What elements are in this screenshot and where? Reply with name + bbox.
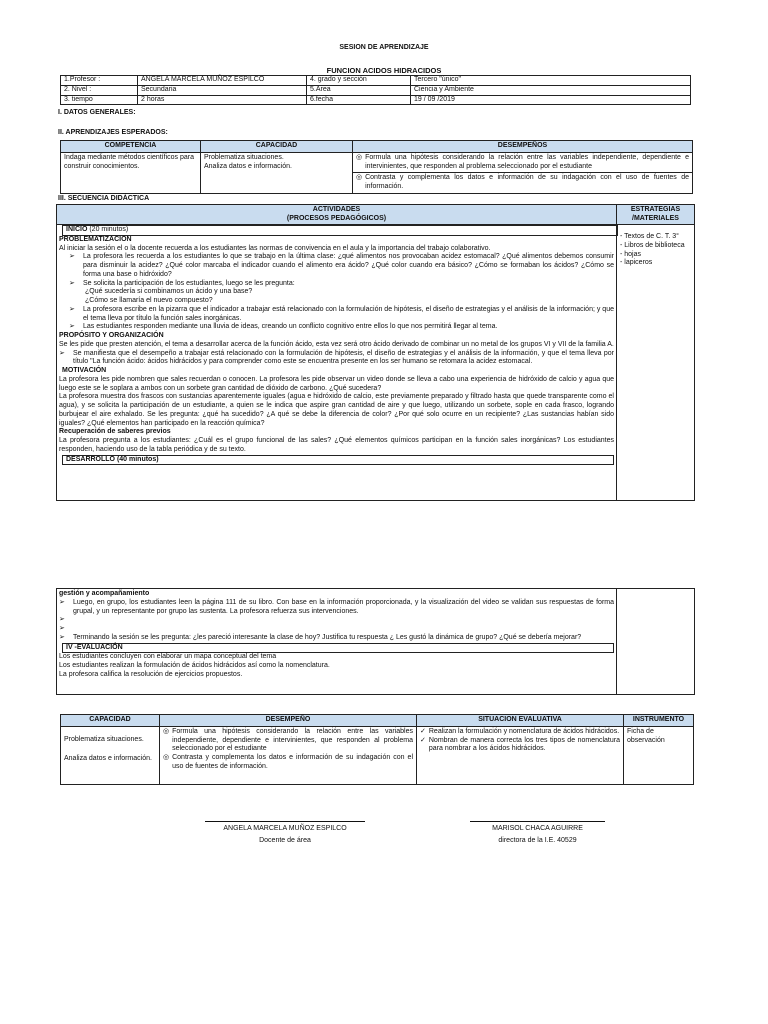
- evaluacion-item: La profesora califica la resolución de ejercicios propuestos.: [59, 670, 243, 678]
- bullet-item: ➢ Se solicita la participación de los estudiantes, luego se les pregunta:: [69, 279, 295, 287]
- document-subtitle: FUNCION ACIDOS HIDRACIDOS: [326, 66, 442, 75]
- arrow-bullet-icon: ➢: [59, 349, 65, 357]
- capacidad-cell: [201, 152, 353, 193]
- capacidad-cell: [61, 726, 160, 784]
- circle-bullet-icon: ◎: [356, 153, 363, 161]
- signature-line: [205, 821, 365, 822]
- evaluacion-item: Los estudiantes realizan la formulación de ácidos hidrácidos así como la nomenclatura.: [59, 662, 330, 669]
- materiales-list: [620, 233, 692, 268]
- desempeno-item: ◎ Contrasta y complementa los datos e información de su indagación con el uso de fuentes de información.: [356, 174, 689, 190]
- document-title: SESION DE APRENDIZAJE: [339, 44, 429, 51]
- paragraph: Al iniciar la sesión el o la docente recuerda a los estudiantes las normas de convivencia en el aula y la importancia del trabajo colaborativo.: [59, 244, 491, 252]
- secuencia-box: [56, 204, 695, 501]
- info-cell: ANGELA MARCELA MUÑOZ ESPILCO: [138, 76, 307, 86]
- info-cell: 2. Nivel :: [61, 85, 138, 95]
- material-item: - Libros de biblioteca: [620, 241, 685, 249]
- header-desempeno: DESEMPEÑO: [160, 715, 417, 727]
- bullet-item: ➢ Luego, en grupo, los estudiantes leen la página 111 de su libro. Con base en la información proporcionada, y la visualización del video se validan sus respuestas de forma grupal, y un representante por grupo las sustenta. La profesora refuerza sus intervenciones.: [59, 598, 614, 615]
- gestion-content: [59, 590, 614, 680]
- info-cell: 2 horas: [138, 95, 307, 105]
- info-cell: 1.Profesor :: [61, 76, 138, 86]
- bullet-item: ➢ Se manifiesta que el desempeño a trabajar está relacionado con la formulación de hipótesis, el diseño de estrategias y el análisis de la información, y que el tema lleva por título "La función ácido: ácidos hidrácidos y para comprender como este se encuentra presente en los ser humano se retomara la acidez estomacal.: [59, 349, 614, 366]
- header-desempenos: DESEMPEÑOS: [353, 141, 693, 153]
- competencia-cell: Indaga mediante métodos científicos para construir conocimientos.: [61, 152, 201, 193]
- recuperacion-heading: Recuperación de saberes previos: [59, 428, 171, 436]
- info-cell: Secundaria: [138, 85, 307, 95]
- capacidad-item: Analiza datos e información.: [64, 754, 152, 762]
- paragraph: La profesora pregunta a los estudiantes: ¿Cuál es el grupo funcional de las sales? ¿Qué elementos químicos participan en la función sales inorgánicas? Los estudiantes responden, haciendo uso de la tabla periódica y de su texto.: [59, 437, 614, 453]
- capacidad-item: Problematiza situaciones.: [64, 735, 144, 743]
- gestion-heading: gestión y acompañamiento: [59, 590, 150, 597]
- actividades-header: ACTIVIDADES (PROCESOS PEDAGÓGICOS): [57, 205, 617, 225]
- arrow-bullet-icon: ➢: [59, 633, 65, 641]
- material-item: - lapiceros: [620, 259, 653, 267]
- desempeno-item: ◎ Contrasta y complementa los datos e información de su indagación con el uso de fuentes de información.: [163, 754, 413, 770]
- arrow-bullet-icon: ➢: [69, 279, 75, 287]
- info-cell: 4. grado y sección: [307, 76, 411, 86]
- info-row: [61, 95, 691, 105]
- material-item: - hojas: [620, 250, 642, 258]
- paragraph: La profesora les pide nombren que sales recuerdan o conocen. La profesora les pide observar un video donde se lleva a cabo una experiencia de hidróxido de calcio y agua que luego este se le soplara a ambos con un sorbete gran cantidad de dióxido de carbono. ¿Qué sucedera?: [59, 375, 614, 392]
- info-cell: 6.fecha: [307, 95, 411, 105]
- problematizacion-heading: PROBLEMATIZACION: [59, 235, 132, 243]
- check-icon: ✓: [420, 736, 426, 744]
- paragraph: La profesora muestra dos frascos con sustancias aparentemente iguales (agua e hidróxido de calcio, este previamente preparado y filtrado hasta que quede transparente como el agua), y se solicita la participación de un estudiante, a quien se le indica que aspire gran cantidad de aire y que luego, utilizando un sorbete, sople en cada frasco, logrando burbujear el aire exhalado. Se les pregunta: ¿qué ha sucedido? ¿A qué se debe la diferencia de color? ¿Por qué solo ocurre en un recipiente? ¿Las sustancias habían sido iguales? ¿Qué elementos han participado en la reacción química?: [59, 393, 614, 427]
- arrow-bullet-icon: ➢: [69, 253, 75, 261]
- aprendizajes-table: [60, 140, 693, 194]
- material-item: - Textos de C. T. 3°: [620, 233, 679, 240]
- bullet-item: ➢ La profesora les recuerda a los estudiantes lo que se trabajo en la última clase: ¿qué alimentos nos provocaban acidez estomacal? ¿Qué alimentos debemos consumir para disminuir la acidez? ¿Qué color marcaba el indicador cuando el alimento era ácido? ¿Qué color cuando era básico? ¿Cómo se formaban los ácidos? ¿Cómo se forma una base o hidróxido?: [69, 253, 614, 278]
- header-situacion: SITUACION EVALUATIVA: [417, 715, 624, 727]
- situacion-cell: [417, 726, 624, 784]
- info-cell: Tercero "único": [411, 76, 691, 86]
- column-divider: [616, 224, 617, 500]
- secuencia-box-2: [56, 588, 695, 695]
- signature-name: MARISOL CHACA AGUIRRE: [492, 825, 583, 832]
- desarrollo-box: DESARROLLO (40 minutos): [62, 455, 614, 466]
- evaluacion-table: [60, 714, 694, 785]
- bullet-item: [59, 625, 614, 634]
- signature-role: directora de la I.E. 40529: [498, 836, 577, 844]
- instrumento-cell: Ficha de observación: [624, 726, 694, 784]
- question: ¿Cómo se llamaría el nuevo compuesto?: [85, 297, 213, 304]
- arrow-bullet-icon: ➢: [59, 616, 65, 624]
- column-divider: [616, 589, 617, 694]
- paragraph: Se les pide que presten atención, el tema a desarrollar acerca de la función ácido, esta vez será otro ácido derivado de combinar un no metal de los grupos VI y VII de la familia A.: [59, 340, 614, 348]
- header-capacidad: CAPACIDAD: [201, 141, 353, 153]
- desempeno-item: ◎ Formula una hipótesis considerando la relación entre las variables independiente, dependiente e intervinientes, que responden al problema seleccionado por el estudiante: [353, 153, 692, 174]
- section-secuencia: III. SECUENCIA DIDÁCTICA: [58, 195, 150, 202]
- capacidad-item: Problematiza situaciones.: [204, 153, 284, 161]
- signature-role: Docente de área: [259, 836, 311, 844]
- info-cell: 5.Area: [307, 85, 411, 95]
- check-icon: ✓: [420, 727, 426, 735]
- signature-block: [205, 821, 365, 846]
- estrategias-header: ESTRATEGIAS /MATERIALES: [617, 205, 694, 225]
- info-cell: Ciencia y Ambiente: [411, 85, 691, 95]
- arrow-bullet-icon: ➢: [69, 305, 75, 313]
- header-instrumento: INSTRUMENTO: [624, 715, 694, 727]
- signature-block: [470, 821, 605, 846]
- desempeno-cell: [160, 726, 417, 784]
- capacidad-item: Analiza datos e información.: [204, 162, 292, 170]
- circle-bullet-icon: ◎: [163, 754, 170, 761]
- signature-line: [470, 821, 605, 822]
- info-table: [60, 75, 691, 105]
- evaluacion-box: IV -EVALUACIÓN: [62, 643, 614, 654]
- desempeno-item: ◎ Formula una hipótesis considerando la relación entre las variables independiente, dependiente e intervinientes, que responden al problema seleccionado por el estudiante: [163, 727, 413, 753]
- section-aprendizajes: II. APRENDIZAJES ESPERADOS:: [58, 129, 168, 136]
- arrow-bullet-icon: ➢: [59, 598, 65, 606]
- info-row: [61, 76, 691, 86]
- header-capacidad: CAPACIDAD: [61, 715, 160, 727]
- circle-bullet-icon: ◎: [163, 727, 170, 735]
- arrow-bullet-icon: ➢: [69, 323, 75, 331]
- section-datos-generales: I. DATOS GENERALES:: [58, 109, 136, 116]
- header-competencia: COMPETENCIA: [61, 141, 201, 153]
- bullet-item: [59, 616, 614, 625]
- evaluacion-item: Los estudiantes concluyen con elaborar un mapa conceptual del tema: [59, 653, 277, 661]
- bullet-item: ➢ Las estudiantes responden mediante una lluvia de ideas, creando un conflicto cognitivo entre ellos lo que nos permitirá llegar al tema.: [69, 323, 498, 331]
- situacion-item: ✓ Realizan la formulación y nomenclatura de ácidos hidrácidos.: [420, 727, 620, 735]
- bullet-item: ➢ Terminando la sesión se les pregunta: ¿les pareció interesante la clase de hoy? Justifica tu respuesta ¿ Les gustó la dinámica de grupo? ¿Qué se debería mejorar?: [59, 633, 582, 641]
- actividades-content: [59, 225, 614, 465]
- info-cell: 19 / 09 /2019: [411, 95, 691, 105]
- info-row: [61, 85, 691, 95]
- signature-name: ANGELA MARCELA MUÑOZ ESPILCO: [223, 825, 347, 832]
- inicio-box: INICIO (20 minutos): [62, 225, 618, 236]
- proposito-heading: PROPÓSITO Y ORGANIZACIÓN: [59, 332, 164, 339]
- bullet-item: ➢ La profesora escribe en la pizarra que el indicador a trabajar está relacionado con la formulación de hipótesis, el diseño de estrategias y el análisis de la información; y que el tema lleva por título la función sales inorgánicas.: [69, 305, 614, 322]
- desempenos-cell: [353, 152, 693, 193]
- motivacion-heading: MOTIVACIÓN: [62, 367, 107, 374]
- question: ¿Qué sucedería si combinamos un ácido y una base?: [85, 288, 253, 296]
- situacion-item: ✓ Nombran de manera correcta los tres tipos de nomenclatura para nombrar a los ácidos hidrácidos.: [420, 736, 620, 753]
- circle-bullet-icon: ◎: [356, 174, 363, 182]
- arrow-bullet-icon: ➢: [59, 625, 65, 632]
- info-cell: 3. tiempo: [61, 95, 138, 105]
